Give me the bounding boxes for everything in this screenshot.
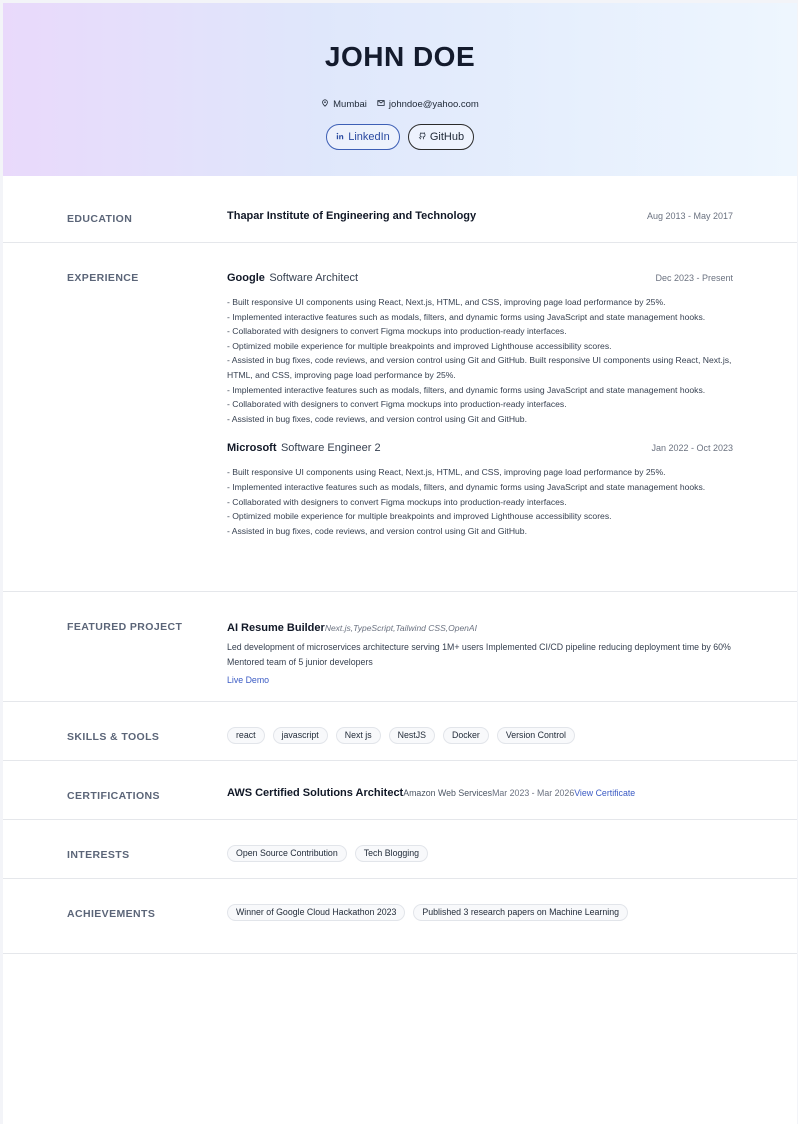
- certification-issuer: Amazon Web Services: [403, 788, 493, 798]
- job-entry: [227, 268, 733, 426]
- bullet: - Assisted in bug fixes, code reviews, and version control using Git and GitHub.: [227, 413, 527, 424]
- section-label: SKILLS & TOOLS: [67, 731, 160, 743]
- bullet: - Optimized mobile experience for multiple breakpoints and improved Lighthouse accessibility scores.: [227, 511, 612, 522]
- education-dates: Aug 2013 - May 2017: [646, 211, 733, 221]
- achievement-tag: Published 3 research papers on Machine Learning: [413, 904, 628, 921]
- location-pin-icon: [321, 99, 329, 110]
- skill-tag: Docker: [443, 727, 489, 744]
- bullet: - Collaborated with designers to convert Figma mockups into production-ready interfaces.: [227, 496, 567, 507]
- section-label: INTERESTS: [67, 849, 130, 861]
- live-demo-link[interactable]: Live Demo: [227, 675, 270, 685]
- linkedin-icon: [336, 131, 344, 143]
- resume-page: [3, 3, 797, 1124]
- certifications-section: [3, 761, 797, 820]
- project-description: Led development of microservices architecture serving 1M+ users Implemented CI/CD pipeline reducing deployment time by 60% Mentored team of 5 junior developers: [227, 642, 731, 667]
- bullet: - Built responsive UI components using React, Next.js, HTML, and CSS, improving page load performance by 25%.: [227, 467, 666, 478]
- interest-tag: Open Source Contribution: [227, 845, 347, 862]
- location-text: Mumbai: [333, 99, 367, 110]
- school-name: Thapar Institute of Engineering and Technology: [227, 210, 477, 222]
- section-label: CERTIFICATIONS: [67, 790, 160, 802]
- section-label: ACHIEVEMENTS: [67, 908, 156, 920]
- github-icon: [418, 131, 426, 143]
- job-role: Software Architect: [269, 272, 358, 284]
- certification-name: AWS Certified Solutions Architect: [227, 787, 404, 799]
- profile-links: [3, 124, 797, 150]
- bullet: - Collaborated with designers to convert Figma mockups into production-ready interfaces.: [227, 326, 567, 337]
- view-certificate-link[interactable]: View Certificate: [574, 788, 636, 798]
- bullet: - Assisted in bug fixes, code reviews, and version control using Git and GitHub.: [227, 525, 527, 536]
- candidate-name: JOHN DOE: [324, 41, 476, 72]
- email[interactable]: [377, 99, 479, 110]
- github-label: GitHub: [429, 131, 465, 143]
- project-stack: Next.js,TypeScript,Tailwind CSS,OpenAI: [324, 623, 477, 633]
- location: [321, 99, 367, 110]
- interests-section: [3, 820, 797, 879]
- job-dates: Dec 2023 - Present: [655, 273, 733, 283]
- project-section: [3, 592, 797, 702]
- bullet: - Collaborated with designers to convert Figma mockups into production-ready interfaces.: [227, 399, 567, 410]
- certification-dates: Mar 2023 - Mar 2026: [492, 788, 575, 798]
- section-label: EDUCATION: [67, 213, 133, 225]
- skill-tag: react: [227, 727, 265, 744]
- bullet: - Optimized mobile experience for multiple breakpoints and improved Lighthouse accessibility scores.: [227, 340, 612, 351]
- skill-tag: javascript: [273, 727, 328, 744]
- resume-header: [3, 3, 797, 176]
- skill-tag: Version Control: [497, 727, 575, 744]
- bullet: - Built responsive UI components using React, Next.js, HTML, and CSS, improving page load performance by 25%.: [227, 297, 666, 307]
- job-bullets: [227, 295, 733, 426]
- job-dates: Jan 2022 - Oct 2023: [651, 443, 733, 454]
- job-bullets: [227, 465, 733, 538]
- interest-tag: Tech Blogging: [355, 845, 428, 862]
- achievement-tag: Winner of Google Cloud Hackathon 2023: [227, 904, 405, 921]
- skill-tag: NestJS: [389, 727, 435, 744]
- bullet: - Implemented interactive features such as modals, filters, and dynamic forms using JavaScript and state management hooks.: [227, 311, 706, 322]
- email-text[interactable]: johndoe@yahoo.com: [388, 99, 479, 110]
- bullet: - Implemented interactive features such as modals, filters, and dynamic forms using JavaScript and state management hooks.: [227, 481, 706, 492]
- job-role: Software Engineer 2: [280, 442, 381, 455]
- contact-row: [3, 99, 797, 110]
- mail-icon: [377, 99, 385, 110]
- bullet: - Assisted in bug fixes, code reviews, and version control using Git and GitHub. Built responsive UI components using React, Next.js, HTML, and CSS, improving page load performance by 25%.: [227, 355, 732, 380]
- skill-tag: Next js: [336, 727, 381, 744]
- project-name: AI Resume Builder: [227, 622, 325, 634]
- section-label: FEATURED PROJECT: [67, 621, 183, 633]
- section-label: EXPERIENCE: [67, 272, 139, 284]
- company-name: Google: [227, 272, 265, 284]
- github-link[interactable]: [408, 124, 474, 150]
- company-name: Microsoft: [227, 442, 277, 455]
- linkedin-link[interactable]: [326, 124, 400, 150]
- skills-section: [3, 702, 797, 761]
- bullet: - Implemented interactive features such as modals, filters, and dynamic forms using JavaScript and state management hooks.: [227, 384, 706, 395]
- achievements-section: [3, 879, 797, 954]
- education-section: [3, 176, 797, 243]
- job-entry: [227, 438, 733, 538]
- linkedin-label: LinkedIn: [348, 131, 390, 143]
- experience-section: [3, 243, 797, 592]
